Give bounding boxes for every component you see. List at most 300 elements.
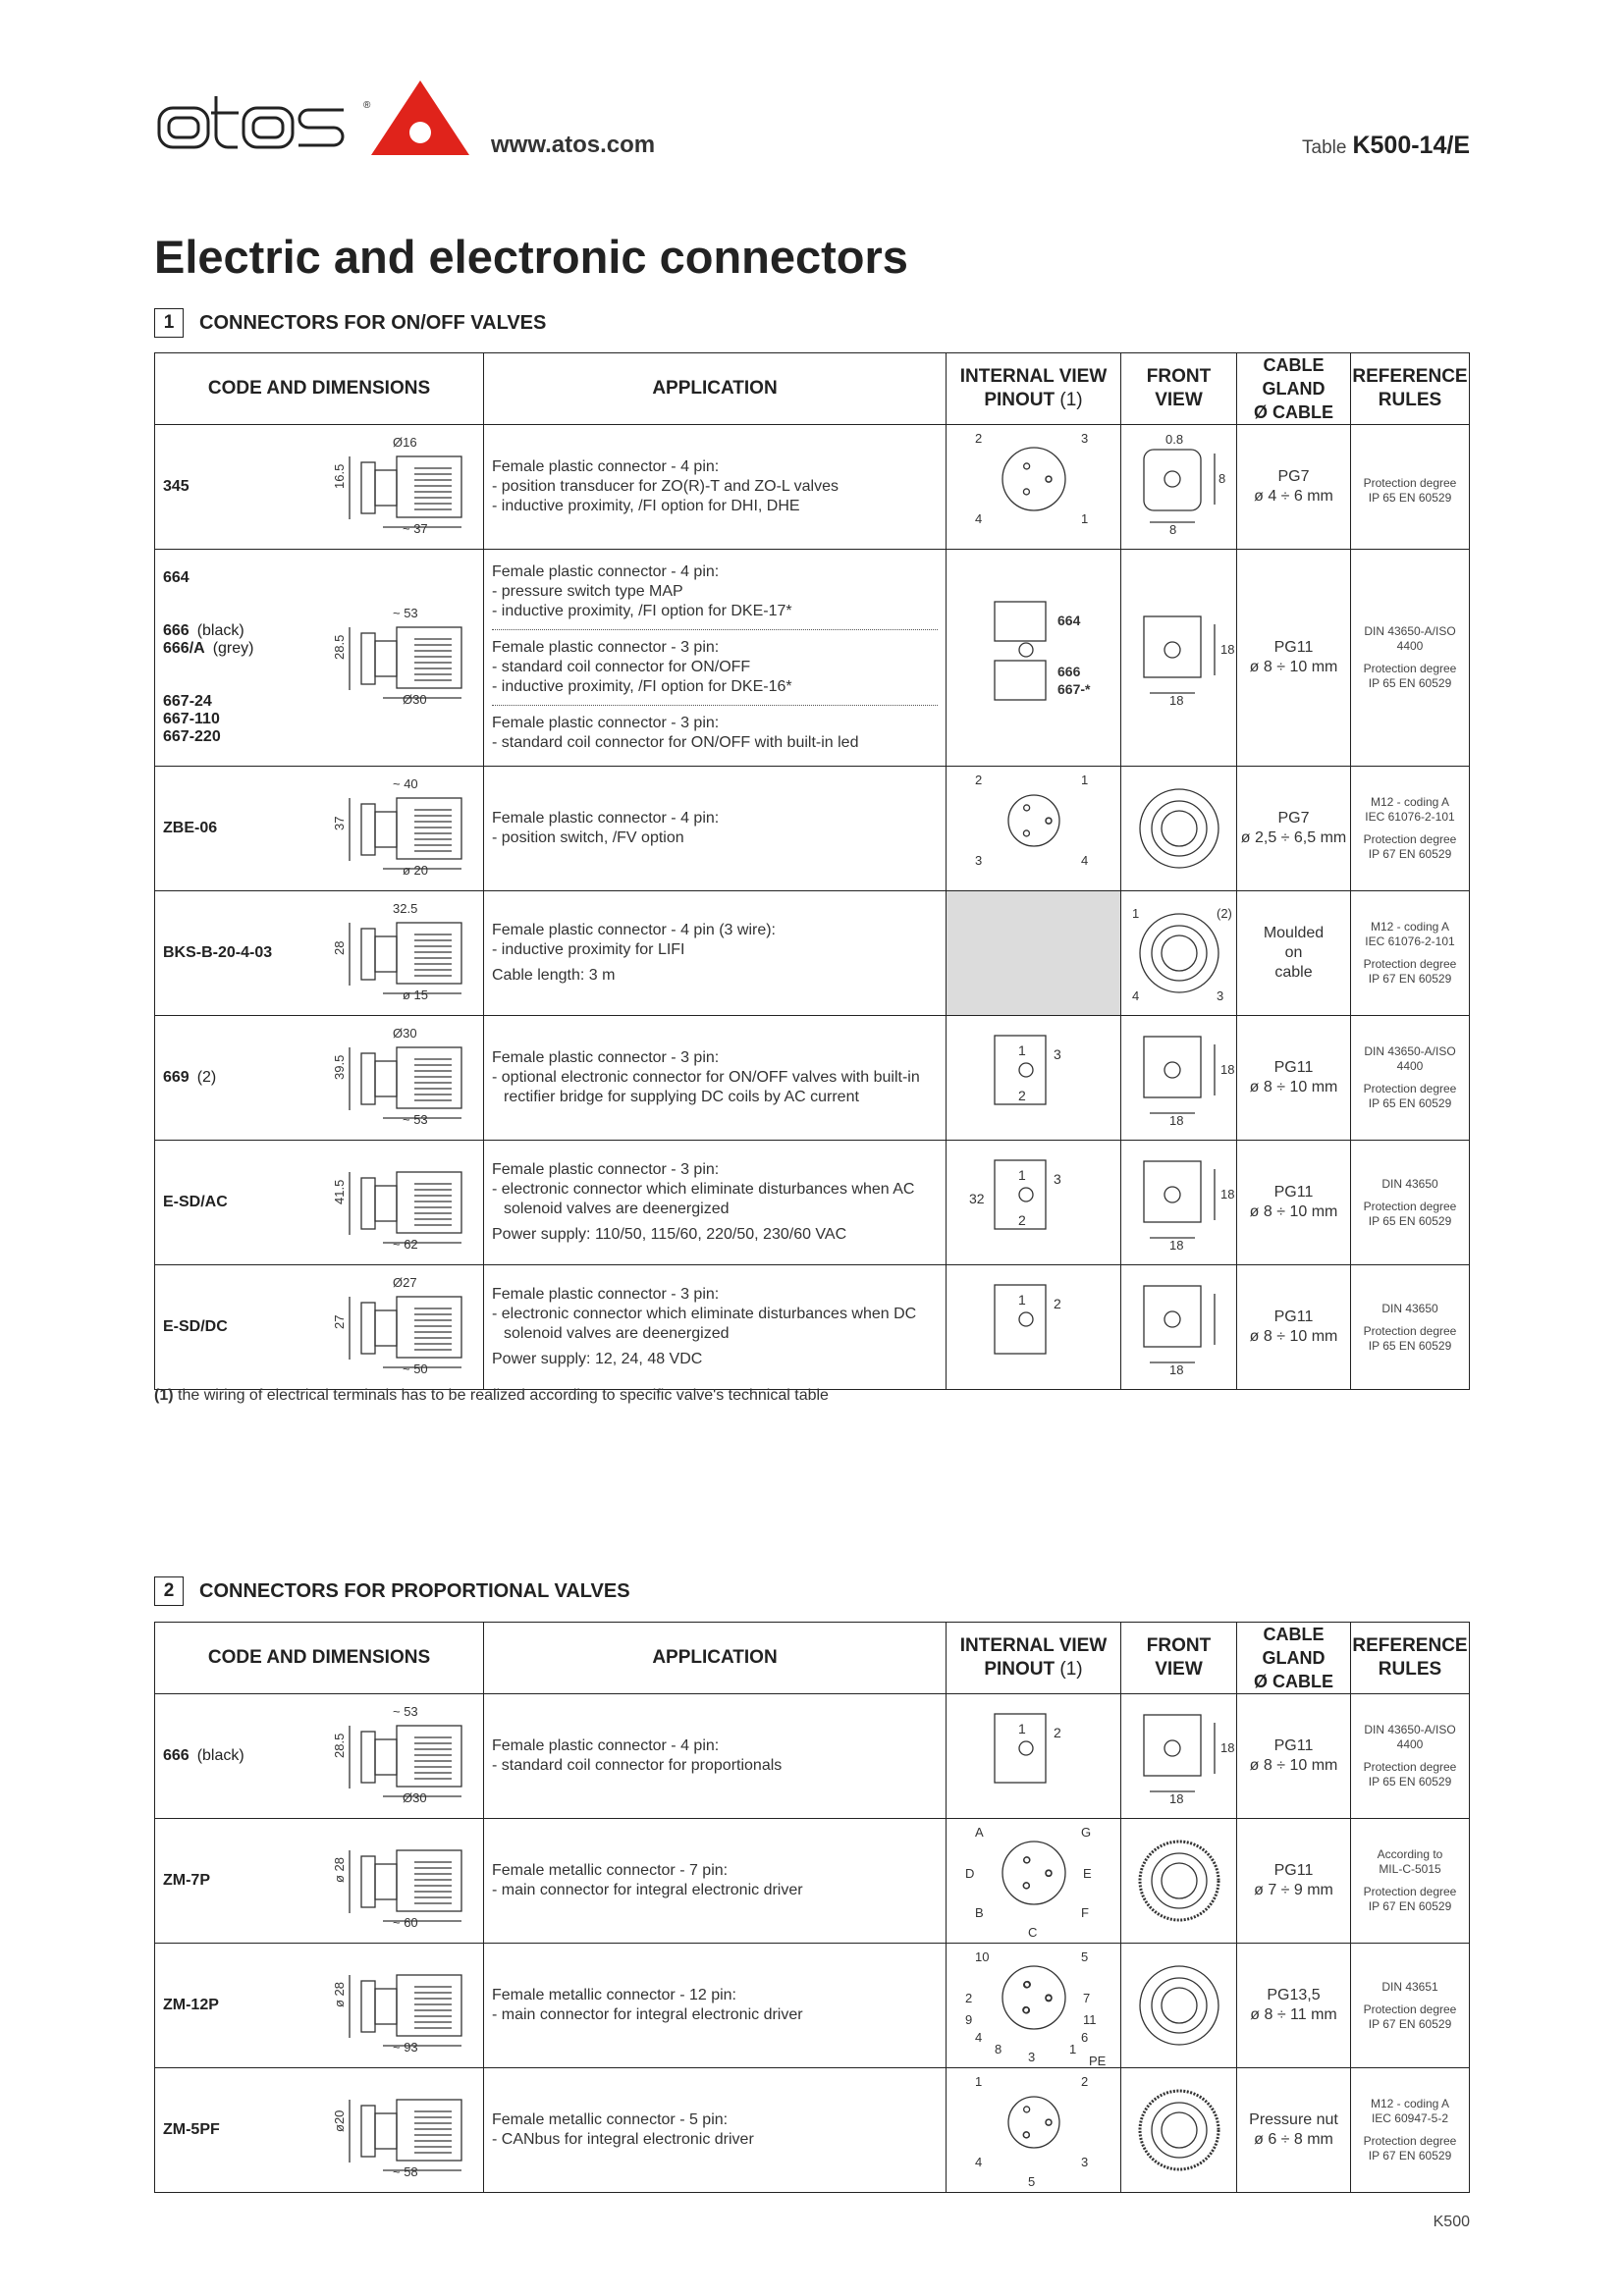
header-row [155,1623,1470,1694]
reference-rules-cell [1351,1265,1470,1390]
application-title: Female metallic connector - 5 pin: [492,2111,729,2128]
pin-label: 4 [974,2155,982,2169]
pin-label: 5 [1027,2174,1035,2189]
pin-label: 1 [1080,773,1088,787]
col-internal-view [947,1623,1121,1694]
pinout-cell [947,891,1121,1016]
front-dimension-label: (2) [1216,906,1232,921]
rule-line: IEC 61076-2-101 [1365,810,1455,824]
application-line: - inductive proximity, /FI option for DKE-17* [492,603,792,619]
gland-line: ø 8 ÷ 10 mm [1249,1079,1338,1095]
gland-line: PG7 [1277,468,1310,485]
front-view-cell [1121,1819,1237,1944]
col-label: FRONT [1146,1635,1212,1656]
pinout-cell [947,550,1121,767]
table-row [155,1141,1470,1265]
application-line: - electronic connector which eliminate disturbances when AC solenoid valves are deenergized [492,1181,915,1217]
col-front-view [1121,353,1237,425]
front-dimension-label: 8 [1168,522,1176,537]
table-row [155,425,1470,550]
front-view-cell [1121,891,1237,1016]
front-view-diagram [1122,432,1236,542]
code-cell [155,891,484,1016]
code-cell [155,2068,484,2193]
col-label: VIEW [1155,1659,1203,1680]
code-entry [163,1997,219,2014]
gland-line: PG11 [1273,1184,1314,1201]
dimension-label: Ø27 [393,1275,417,1290]
pinout-cell [947,1016,1121,1141]
connector-code: E-SD/AC [163,1194,228,1210]
table-row [155,2068,1470,2193]
rule-line: Protection degree [1363,1885,1457,1898]
code-cell [155,1265,484,1390]
cable-gland-cell [1237,1016,1351,1141]
dimension-label: ~ 53 [403,1112,428,1127]
pin-label: 1 [1017,1292,1026,1308]
application-cell [484,1819,947,1944]
header-row [155,353,1470,425]
rule-line: Protection degree [1363,1323,1457,1338]
reference-rules-cell [1351,1819,1470,1944]
code-cell [155,1944,484,2068]
rule-line: Protection degree [1363,957,1457,971]
pin-label: 667-* [1056,681,1090,697]
front-view-cell [1121,1265,1237,1390]
connector-code: 666/A [163,640,205,657]
reference-rules-cell [1351,550,1470,767]
application-title: Female plastic connector - 4 pin (3 wire): [492,922,776,938]
pinout-diagram [955,767,1112,890]
application-cell [484,767,947,891]
pin-label: 2 [1017,1088,1026,1103]
connector-side-drawing [324,435,471,539]
col-label: CABLE GLAND [1262,355,1326,399]
front-dimension-label: 4 [1131,988,1139,1003]
dimension-label: ~ 62 [393,1237,418,1252]
col-label: RULES [1378,390,1442,410]
code-entry [163,569,253,587]
application-title: Female plastic connector - 3 pin: [492,715,720,731]
gland-line: PG13,5 [1267,1987,1321,2003]
application-line: - inductive proximity for LIFI [492,941,685,958]
pin-label: 2 [1017,1212,1026,1228]
pinout-diagram [955,2068,1112,2192]
rule-line: M12 - coding A [1370,920,1450,934]
pin-label: 3 [1080,431,1088,446]
rule-line: Protection degree [1363,832,1457,846]
application-line: - standard coil connector for ON/OFF with built-in led [492,734,859,751]
front-view-diagram [1122,1950,1236,2060]
pin-label: 9 [964,2012,972,2027]
code-entry [163,944,272,962]
pin-label: 3 [1053,1046,1061,1062]
gland-line: PG11 [1273,1862,1314,1879]
code-note: (grey) [212,640,254,657]
front-view-diagram [1122,1272,1236,1382]
pin-label: PE [1088,2054,1106,2067]
application-block [492,457,938,516]
dimension-label: ~ 60 [393,1915,418,1930]
application-cell [484,1016,947,1141]
application-title: Female plastic connector - 3 pin: [492,639,720,656]
col-cable-gland [1237,353,1351,425]
application-line: - pressure switch type MAP [492,583,683,600]
rule-line: DIN 43650-A/ISO 4400 [1364,1723,1456,1751]
connector-side-drawing [324,1026,471,1130]
rule-line: IEC 60947-5-2 [1371,2111,1449,2125]
application-block [492,630,938,706]
front-dimension-label: 8 [1218,471,1225,486]
front-view-cell [1121,1016,1237,1141]
cable-gland-cell [1237,767,1351,891]
gland-line: ø 6 ÷ 8 mm [1254,2131,1333,2148]
application-line: - main connector for integral electronic driver [492,1882,803,1898]
col-internal-view [947,353,1121,425]
dimension-label: 32.5 [393,901,418,916]
application-line: - inductive proximity, /FI option for DKE-16* [492,678,792,695]
rule-line: MIL-C-5015 [1379,1862,1441,1876]
dimension-label: 28.5 [332,1733,347,1758]
code-cell [155,767,484,891]
dimension-label: 27 [332,1314,347,1329]
cable-gland-cell [1237,425,1351,550]
rule-line: IP 65 EN 60529 [1368,676,1452,690]
application-extra: Power supply: 12, 24, 48 VDC [492,1351,703,1367]
dimension-label: ø 15 [403,988,429,1002]
pin-label: F [1080,1905,1089,1920]
pin-label: 664 [1056,613,1080,628]
rule-line: IP 65 EN 60529 [1368,1096,1452,1110]
front-view-diagram [1122,1148,1236,1257]
application-block [492,1285,938,1369]
connector-code: BKS-B-20-4-03 [163,944,273,961]
front-dimension-label: 18 [1168,1791,1183,1806]
connector-side-drawing [324,1275,471,1379]
front-dimension-label: 18 [1168,1113,1183,1128]
front-view-diagram [1122,1023,1236,1133]
rule-line: IP 67 EN 60529 [1368,2016,1452,2031]
application-title: Female plastic connector - 4 pin: [492,563,720,580]
rule-line: IP 67 EN 60529 [1368,1899,1452,1913]
connector-code: 664 [163,569,189,586]
application-cell [484,2068,947,2193]
application-block [492,1861,938,1900]
connector-side-drawing [324,606,471,710]
dimension-label: ~ 40 [393,776,418,791]
rule-line: DIN 43650 [1381,1176,1438,1191]
rule-line: DIN 43650-A/ISO 4400 [1364,1044,1456,1073]
pin-label: 5 [1080,1949,1088,1964]
front-view-cell [1121,1944,1237,2068]
connector-code: E-SD/DC [163,1318,228,1335]
application-block [492,1736,938,1776]
col-note: (1) [1059,1659,1083,1680]
front-dimension-label: 18 [1219,1187,1234,1201]
dimension-label: ø 20 [403,863,429,878]
connector-code: ZM-12P [163,1997,219,2013]
cable-gland-cell [1237,550,1351,767]
code-note: (2) [196,1069,217,1086]
pin-label: 4 [974,2030,982,2045]
front-dimension-label: 18 [1219,642,1234,657]
code-cell [155,1141,484,1265]
pin-label: 4 [974,511,982,526]
application-title: Female plastic connector - 4 pin: [492,810,720,827]
gland-line: on [1284,944,1303,961]
rule-line: DIN 43650 [1381,1301,1438,1315]
rule-line: IP 65 EN 60529 [1368,1213,1452,1228]
connector-code: 667-110 [163,711,220,727]
col-label: CABLE GLAND [1262,1625,1326,1668]
gland-line: PG11 [1273,1308,1314,1325]
gland-line: ø 8 ÷ 10 mm [1249,1203,1338,1220]
pinout-cell [947,425,1121,550]
application-line: - position switch, /FV option [492,829,684,846]
front-dimension-label: 1 [1131,906,1139,921]
pin-label: 3 [1080,2155,1088,2169]
pinout-cell [947,1694,1121,1819]
pinout-diagram [955,596,1112,720]
gland-line: ø 7 ÷ 9 mm [1254,1882,1333,1898]
connector-side-drawing [324,901,471,1005]
footnote-text: the wiring of electrical terminals has to be realized according to specific valve's technical table [173,1387,829,1404]
pin-label: 32 [968,1191,985,1206]
code-cell [155,1694,484,1819]
connectors-onoff-table [154,352,1470,1390]
col-label: VIEW [1155,390,1203,410]
front-view-cell [1121,2068,1237,2193]
gland-line: ø 8 ÷ 10 mm [1249,1328,1338,1345]
rule-line: DIN 43650-A/ISO 4400 [1364,624,1456,653]
pin-label: 2 [974,431,982,446]
application-block [492,1160,938,1245]
pin-label: 1 [1017,1721,1026,1736]
col-code: CODE AND DIMENSIONS [155,1623,484,1694]
gland-line: PG11 [1273,639,1314,656]
pin-label: 3 [1053,1171,1061,1187]
pinout-diagram [955,1016,1112,1140]
table-row [155,1016,1470,1141]
dimension-label: Ø30 [403,692,427,707]
col-note: (1) [1059,390,1083,410]
dimension-label: Ø30 [393,1026,417,1041]
rule-line: Protection degree [1363,1199,1457,1213]
rule-line: IEC 61076-2-101 [1365,934,1455,948]
cable-gland-cell [1237,891,1351,1016]
dimension-label: ~ 53 [393,1704,418,1719]
col-label: RULES [1378,1659,1442,1680]
application-line: - inductive proximity, /FI option for DHI, DHE [492,498,800,514]
pin-label: 2 [1053,1725,1061,1740]
application-block [492,1986,938,2025]
pinout-diagram [955,1944,1112,2067]
pin-label: 3 [1027,2050,1035,2064]
gland-line: ø 8 ÷ 10 mm [1249,1757,1338,1774]
application-block [492,809,938,848]
rule-line: Protection degree [1363,2134,1457,2148]
table-prefix: Table [1302,137,1347,158]
connector-code: 666 [163,1747,189,1764]
col-label: Ø CABLE [1254,1672,1333,1691]
pin-label: E [1082,1866,1092,1881]
application-cell [484,425,947,550]
cable-gland-cell [1237,1141,1351,1265]
front-dimension-label: 0.8 [1164,432,1183,447]
connectors-proportional-table [154,1622,1470,2193]
gland-line: PG11 [1273,1059,1314,1076]
pin-label: 2 [1080,2074,1088,2089]
table-row [155,1694,1470,1819]
table-row [155,891,1470,1016]
table-reference [1302,132,1470,160]
front-view-cell [1121,425,1237,550]
col-reference-rules [1351,353,1470,425]
front-dimension-label: 18 [1219,1062,1234,1077]
application-block [492,706,938,761]
pinout-cell [947,1944,1121,2068]
application-title: Female metallic connector - 7 pin: [492,1862,729,1879]
application-cell [484,1944,947,2068]
table-row [155,1819,1470,1944]
pin-label: 2 [964,1991,972,2005]
col-label: INTERNAL VIEW [959,1635,1108,1656]
pin-label: G [1080,1825,1091,1840]
code-entry [163,2121,220,2139]
connector-code: 667-220 [163,728,221,745]
code-entry [163,728,253,746]
gland-line: PG11 [1273,1737,1314,1754]
rule-line: IP 67 EN 60529 [1368,2149,1452,2163]
reference-rules-cell [1351,2068,1470,2193]
svg-text:®: ® [363,100,371,111]
front-dimension-label: 18 [1219,1740,1234,1755]
rule-line: M12 - coding A [1370,795,1450,809]
front-dimension-label: 18 [1168,1238,1183,1253]
col-label: INTERNAL VIEW [959,366,1108,387]
pinout-cell [947,767,1121,891]
col-label: REFERENCE [1352,1635,1468,1656]
code-entry [163,1318,228,1336]
front-view-diagram [1122,774,1236,883]
pinout-cell [947,1265,1121,1390]
rule-line: Protection degree [1363,1760,1457,1774]
rule-line: IP 65 EN 60529 [1368,491,1452,505]
col-label: FRONT [1146,366,1212,387]
front-view-diagram [1122,2075,1236,2185]
reference-rules-cell [1351,425,1470,550]
rule-line: Protection degree [1363,1082,1457,1095]
table-code: K500-14/E [1352,132,1470,159]
dimension-label: 16.5 [332,463,347,489]
reference-rules-cell [1351,1694,1470,1819]
pinout-cell [947,1141,1121,1265]
application-extra: Power supply: 110/50, 115/60, 220/50, 230/60 VAC [492,1226,847,1243]
gland-line: ø 8 ÷ 11 mm [1250,2006,1337,2023]
reference-rules-cell [1351,1944,1470,2068]
dimension-label: ~ 53 [393,606,418,620]
pin-label: 10 [974,1949,989,1964]
gland-line: ø 8 ÷ 10 mm [1249,659,1338,675]
pinout-diagram [955,1819,1112,1943]
dimension-label: ~ 58 [393,2164,418,2179]
code-entry [163,1747,244,1765]
cable-gland-cell [1237,1944,1351,2068]
gland-line: cable [1274,964,1313,981]
pinout-cell [947,2068,1121,2193]
pin-label: 2 [974,773,982,787]
rule-line: Protection degree [1363,662,1457,675]
connector-side-drawing [324,776,471,881]
table-row [155,1265,1470,1390]
gland-line: Pressure nut [1249,2111,1338,2128]
connector-code: ZBE-06 [163,820,218,836]
dimension-label: 28 [332,940,347,955]
front-view-diagram [1122,1826,1236,1936]
connector-code: 345 [163,478,189,495]
pin-label: 4 [1080,853,1088,868]
cable-gland-cell [1237,1694,1351,1819]
reference-rules-cell [1351,767,1470,891]
application-line: - optional electronic connector for ON/OFF valves with built-in rectifier bridge for supplying DC coils by AC current [492,1069,920,1105]
application-cell [484,891,947,1016]
rule-line: IP 67 EN 60529 [1368,972,1452,986]
code-entry [163,622,253,640]
code-cell [155,425,484,550]
dimension-label: Ø16 [393,435,417,450]
website-link[interactable]: www.atos.com [491,132,656,158]
application-title: Female plastic connector - 4 pin: [492,1737,720,1754]
front-view-cell [1121,1141,1237,1265]
section-number: 2 [154,1576,184,1606]
col-label: REFERENCE [1352,366,1468,387]
connector-side-drawing [324,1829,471,1933]
connector-side-drawing [324,1150,471,1255]
pin-label: 1 [1068,2042,1076,2056]
col-front-view [1121,1623,1237,1694]
application-block [492,1048,938,1107]
application-line: - electronic connector which eliminate disturbances when DC solenoid valves are deenergized [492,1306,917,1342]
dimension-label: 41.5 [332,1179,347,1204]
application-title: Female plastic connector - 3 pin: [492,1161,720,1178]
pin-label: 2 [1053,1296,1061,1311]
footnote [154,1387,829,1405]
pinout-diagram [955,1141,1112,1264]
application-title: Female plastic connector - 4 pin: [492,458,720,475]
col-application: APPLICATION [484,1623,947,1694]
rule-line: IP 65 EN 60529 [1368,1775,1452,1789]
col-code: CODE AND DIMENSIONS [155,353,484,425]
rule-line: IP 67 EN 60529 [1368,847,1452,861]
application-cell [484,1141,947,1265]
section-2-heading [154,1576,630,1606]
dimension-label: ø 28 [332,1981,347,2007]
application-extra: Cable length: 3 m [492,967,616,984]
application-line: - standard coil connector for ON/OFF [492,659,751,675]
col-cable-gland [1237,1623,1351,1694]
gland-line: ø 2,5 ÷ 6,5 mm [1240,829,1347,846]
code-entry [163,1069,216,1087]
dimension-label: ~ 50 [403,1362,428,1376]
code-entry [163,711,253,728]
rule-line: Protection degree [1363,476,1457,490]
rule-line: IP 65 EN 60529 [1368,1338,1452,1353]
reference-rules-cell [1351,1016,1470,1141]
connector-code: 667-24 [163,693,212,710]
pin-label: 8 [994,2042,1001,2056]
application-title: Female metallic connector - 12 pin: [492,1987,736,2003]
application-title: Female plastic connector - 3 pin: [492,1286,720,1303]
